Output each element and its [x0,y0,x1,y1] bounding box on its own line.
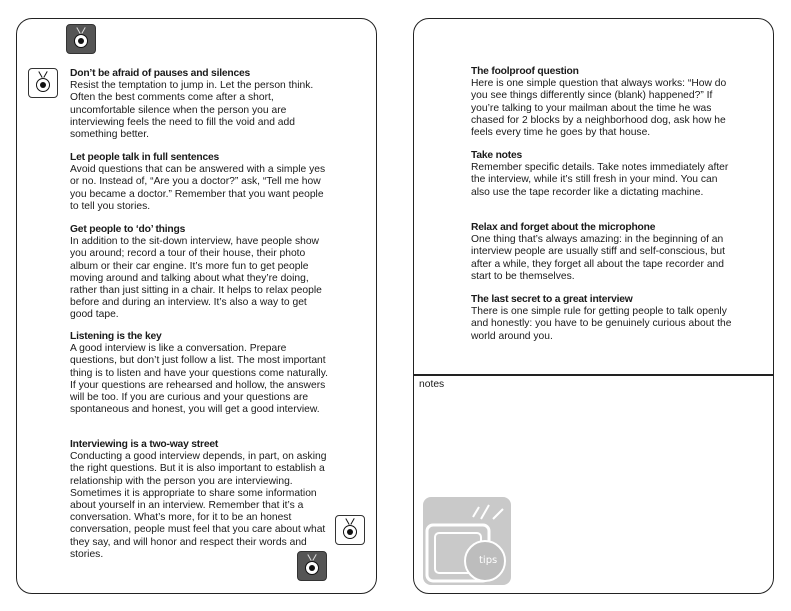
section-body: In addition to the sit-down interview, have people show you around; record a tour of their house, their photo album or their car engine. It’s more fun to get people moving around and talking about what they’re doing, rather than just sitting in a chair. It helps to relax people before and during an interview. It’s also a way to get good tape. [70,236,322,321]
section-two-way [70,439,332,561]
tv-icon [28,68,58,98]
tips-icon-graphic [423,497,511,585]
section-heading: The foolproof question [471,66,579,77]
section-body: Avoid questions that can be answered with a simple yes or no. Instead of, “Are you a doctor?” ask, “Tell me how you became a doctor.” Remember that you want people to tell you stories. [70,164,326,212]
section-heading: Let people talk in full sentences [70,152,220,163]
section-body: There is one simple rule for getting people to talk openly and honestly: you have to be genuinely curious about the world around you. [471,306,732,342]
tv-icon [66,24,96,54]
section-body: Resist the temptation to jump in. Let the person think. Often the best comments come after a short, uncomfortable silence when the person you are interviewing feels the need to fill the void and add something better. [70,80,314,141]
section-full-sentences [70,152,332,213]
tips-icon [423,497,511,585]
section-heading: Relax and forget about the microphone [471,222,656,233]
section-microphone [471,222,733,283]
section-heading: Don’t be afraid of pauses and silences [70,68,251,79]
tv-icon [335,515,365,545]
section-last-secret [471,294,733,343]
section-body: Remember specific details. Take notes immediately after the interview, while it’s still fresh in your mind. You can also use the tape recorder like a dictating machine. [471,162,729,198]
section-heading: Interviewing is a two-way street [70,439,219,450]
tips-label: tips [479,555,498,566]
section-take-notes [471,150,733,199]
notes-divider [413,374,773,376]
section-body: Conducting a good interview depends, in part, on asking the right questions. But it is also important to establish a relationship with the person you are interviewing. Sometimes it is appropriate to share some information about yourself in an interview. Remember that it’s a conversation. What’s more, for it to be an honest conversation, people must feel that you care about what they say, and will honor and respect their words and stories. [70,451,327,560]
section-pauses [70,68,332,141]
section-heading: Listening is the key [70,331,162,342]
notes-label: notes [419,379,445,390]
section-body: One thing that’s always amazing: in the beginning of an interview people are usually stiff and self-conscious, but after a while, they forget all about the tape recorder and start to be themselves. [471,234,725,282]
section-foolproof [471,66,733,139]
section-body: Here is one simple question that always works: “How do you see things differently since (blank) happened?” If you’re talking to your mailman about the time he was chased for 2 blocks by a neighborhood dog, ask how he feels every time he goes by that house. [471,78,727,139]
section-heading: Take notes [471,150,523,161]
section-heading: The last secret to a great interview [471,294,633,305]
section-do-things [70,224,332,322]
section-heading: Get people to ‘do’ things [70,224,186,235]
section-body: A good interview is like a conversation. Prepare questions, but don’t just follow a list. The most important thing is to listen and have your questions come naturally. If your questions are rehearsed and hollow, the answers will be too. If you are curious and your questions are spontaneous and honest, you will get a good interview. [70,343,328,416]
section-listening [70,331,332,416]
